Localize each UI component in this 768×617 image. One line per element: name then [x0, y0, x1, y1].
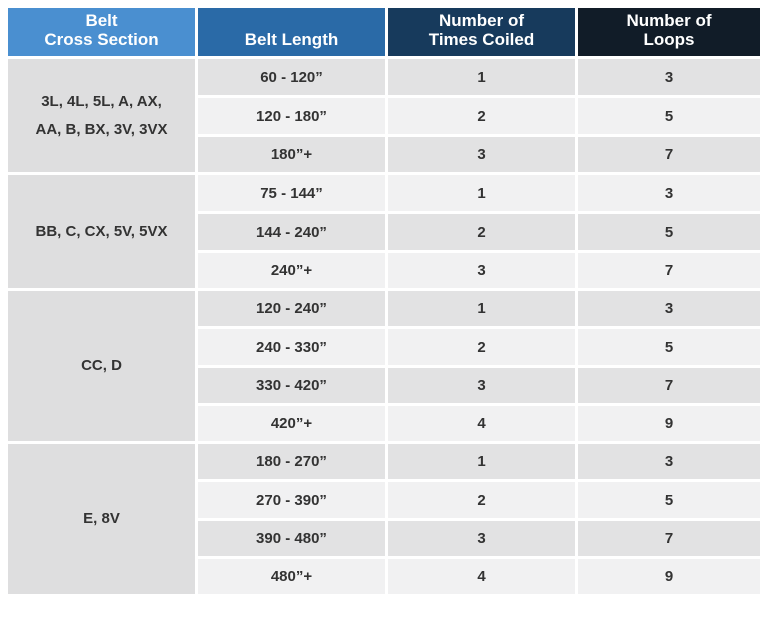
loops-cell: 3: [578, 59, 760, 95]
loops-cell: 7: [578, 137, 760, 172]
belt-length-cell: 240 - 330”: [198, 329, 385, 365]
header-times-coiled: [388, 8, 575, 56]
times-coiled-cell: 1: [388, 444, 575, 479]
times-coiled-cell: 4: [388, 559, 575, 594]
belt-length-cell: 240”+: [198, 253, 385, 288]
header-line: Cross Section: [44, 30, 159, 49]
table-row: [8, 175, 760, 211]
belt-length-cell: 60 - 120”: [198, 59, 385, 95]
cross-section-cell: [8, 59, 195, 172]
times-coiled-cell: 3: [388, 137, 575, 172]
times-coiled-cell: 2: [388, 482, 575, 518]
cross-section-cell: [8, 444, 195, 594]
loops-cell: 3: [578, 444, 760, 479]
header-line: Belt: [85, 11, 118, 30]
times-coiled-cell: 1: [388, 291, 575, 326]
header-line: Times Coiled: [428, 30, 535, 49]
belt-length-cell: 75 - 144”: [198, 175, 385, 211]
cross-section-line: CC, D: [81, 357, 122, 374]
belt-length-cell: 390 - 480”: [198, 521, 385, 556]
belt-length-cell: 180 - 270”: [198, 444, 385, 479]
cross-section-line: AA, B, BX, 3V, 3VX: [35, 120, 168, 138]
cross-section-line: E, 8V: [83, 510, 120, 527]
times-coiled-cell: 2: [388, 214, 575, 250]
loops-cell: 5: [578, 329, 760, 365]
belt-length-cell: 144 - 240”: [198, 214, 385, 250]
loops-cell: 5: [578, 98, 760, 134]
times-coiled-cell: 2: [388, 98, 575, 134]
belt-length-cell: 270 - 390”: [198, 482, 385, 518]
loops-cell: 7: [578, 253, 760, 288]
times-coiled-cell: 1: [388, 59, 575, 95]
times-coiled-cell: 3: [388, 253, 575, 288]
cross-section-cell: [8, 291, 195, 441]
loops-cell: 7: [578, 368, 760, 403]
loops-cell: 3: [578, 291, 760, 326]
belt-length-cell: 180”+: [198, 137, 385, 172]
times-coiled-cell: 2: [388, 329, 575, 365]
loops-cell: 9: [578, 559, 760, 594]
times-coiled-cell: 3: [388, 521, 575, 556]
table-row: [8, 444, 760, 479]
cross-section-line: 3L, 4L, 5L, A, AX,: [41, 92, 162, 110]
loops-cell: 9: [578, 406, 760, 441]
header-belt-cross-section: [8, 8, 195, 56]
loops-cell: 3: [578, 175, 760, 211]
header-line: Belt Length: [244, 30, 339, 49]
header-line: Loops: [643, 30, 695, 49]
header-line: Number of: [626, 11, 712, 30]
loops-cell: 7: [578, 521, 760, 556]
cross-section-line: BB, C, CX, 5V, 5VX: [35, 222, 168, 240]
times-coiled-cell: 1: [388, 175, 575, 211]
times-coiled-cell: 4: [388, 406, 575, 441]
table-body: [8, 59, 760, 594]
table-row: [8, 59, 760, 95]
belt-length-cell: 330 - 420”: [198, 368, 385, 403]
header-row: [8, 8, 760, 56]
table-row: [8, 291, 760, 326]
header-belt-length: [198, 8, 385, 56]
belt-length-cell: 120 - 240”: [198, 291, 385, 326]
belt-coiling-table: [5, 5, 763, 597]
loops-cell: 5: [578, 482, 760, 518]
header-number-of-loops: [578, 8, 760, 56]
belt-length-cell: 420”+: [198, 406, 385, 441]
loops-cell: 5: [578, 214, 760, 250]
cross-section-cell: [8, 175, 195, 288]
times-coiled-cell: 3: [388, 368, 575, 403]
header-line: Number of: [439, 11, 524, 30]
belt-length-cell: 120 - 180”: [198, 98, 385, 134]
belt-length-cell: 480”+: [198, 559, 385, 594]
